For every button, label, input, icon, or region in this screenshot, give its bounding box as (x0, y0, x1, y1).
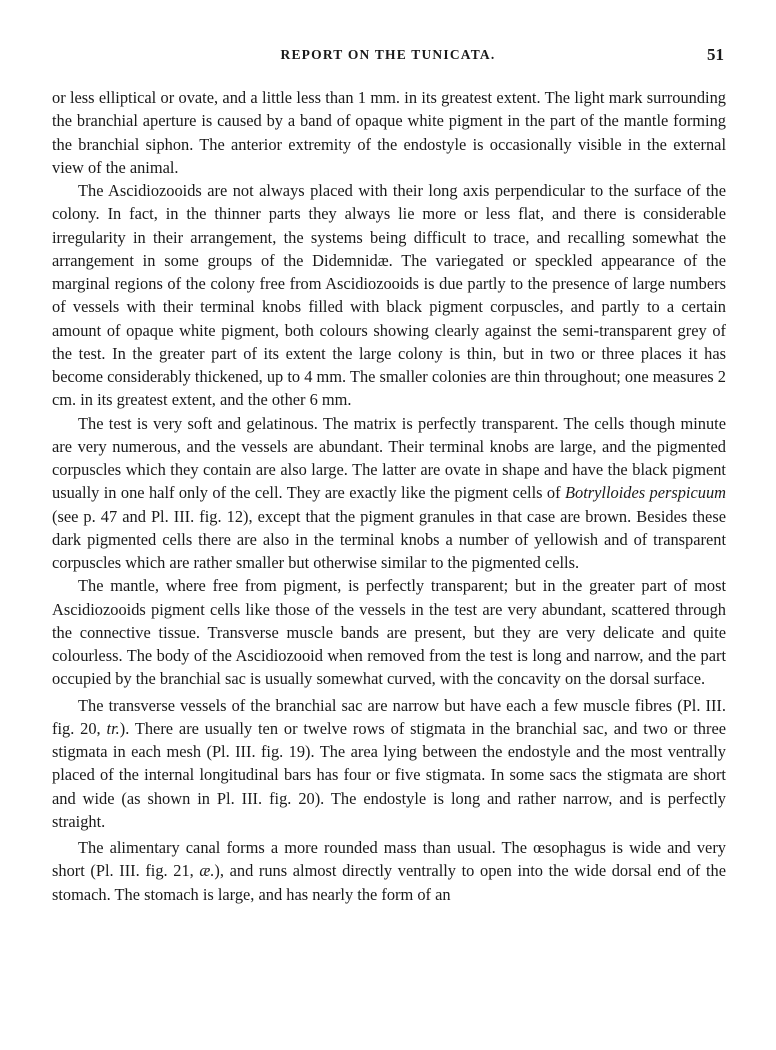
paragraph-text: ). There are usually ten or twelve rows of stigmata in the branchial sac, and two or three stigmata in each mesh (Pl. III. fig. 19). The area lying between the endostyle and the most ventrally placed of the internal longitudinal bars has four or five stigmata. In some sacs the stigmata are short and wide (as shown in Pl. III. fig. 20). The endostyle is long and rather narrow, and is perfectly straight. (52, 718, 726, 831)
paragraph-text: The transverse vessels of the branchial sac are narrow but have each a few muscle fibres (Pl. III. fig. 20, (52, 695, 726, 738)
paragraph-text: The mantle, where free from pigment, is perfectly transparent; but in the greater part of most Ascidiozooids pigment cells like those of the vessels in the test are very abundant, scattered through the connective tissue. Transverse muscle bands are present, but they are very delicate and quite colourless. The body of the Ascidiozooid when removed from the test is long and narrow, and the part occupied by the branchial sac is usually somewhat curved, with the concavity on the dorsal surface. (52, 576, 726, 689)
running-head (52, 47, 724, 69)
paragraph-text: or less elliptical or ovate, and a little less than 1 mm. in its greatest extent. The light mark surrounding the branchial aperture is caused by a band of opaque white pigment in the part of the mantle forming the branchial siphon. The anterior extremity of the endostyle is occasionally visible in the external view of the animal. (52, 88, 726, 177)
paragraph-text: The Ascidiozooids are not always placed with their long axis perpendicular to the surface of the colony. In fact, in the thinner parts they always lie more or less flat, and there is considerable irregularity in their arrangement, the systems being difficult to trace, and recalling somewhat the arrangement in some groups of the Didemnidæ. The variegated or speckled appearance of the marginal regions of the colony free from Ascidiozooids is due partly to the presence of large numbers of vessels with their terminal knobs filled with black pigment corpuscles, and partly to a certain amount of opaque white pigment, both colours showing clearly against the semi-transparent grey of the test. In the greater part of its extent the large colony is thin, but in two or three places it has become considerably thickened, up to 4 mm. The smaller colonies are thin throughout; one measures 2 cm. in its greatest extent, and the other 6 mm. (52, 181, 726, 410)
paragraph-4 (52, 574, 726, 690)
species-name: Botrylloides perspicuum (564, 483, 726, 503)
paragraph-1 (52, 86, 726, 179)
paragraph-3 (52, 412, 726, 575)
paragraph-text: (see p. 47 and Pl. III. fig. 12), except that the pigment granules in that case are brown. Besides these dark pigmented cells there are also in the terminal knobs a number of yellowish and of transparent corpuscles which are rather smaller but otherwise similar to the pigmented cells. (52, 506, 726, 572)
paragraph-2 (52, 179, 726, 412)
figure-label: tr. (106, 718, 120, 738)
body-text (52, 86, 726, 906)
paragraph-text: ), and runs almost directly ventrally to open into the wide dorsal end of the stomach. The stomach is large, and has nearly the form of an (52, 861, 726, 904)
paragraph-text: The test is very soft and gelatinous. The matrix is perfectly transparent. The cells though minute are very numerous, and the vessels are abundant. Their terminal knobs are large, and the pigmented corpuscles which they contain are also large. The latter are ovate in shape and have the black pigment usually in one half only of the cell. They are exactly like the pigment cells of (52, 413, 726, 503)
figure-label: æ. (199, 861, 215, 881)
paragraph-text: The alimentary canal forms a more rounded mass than usual. The œsophagus is wide and very short (Pl. III. fig. 21, (52, 838, 726, 881)
paragraph-5 (52, 694, 726, 834)
page-number: 51 (707, 45, 724, 64)
running-title: REPORT ON THE TUNICATA. (280, 47, 496, 62)
paragraph-6 (52, 836, 726, 906)
